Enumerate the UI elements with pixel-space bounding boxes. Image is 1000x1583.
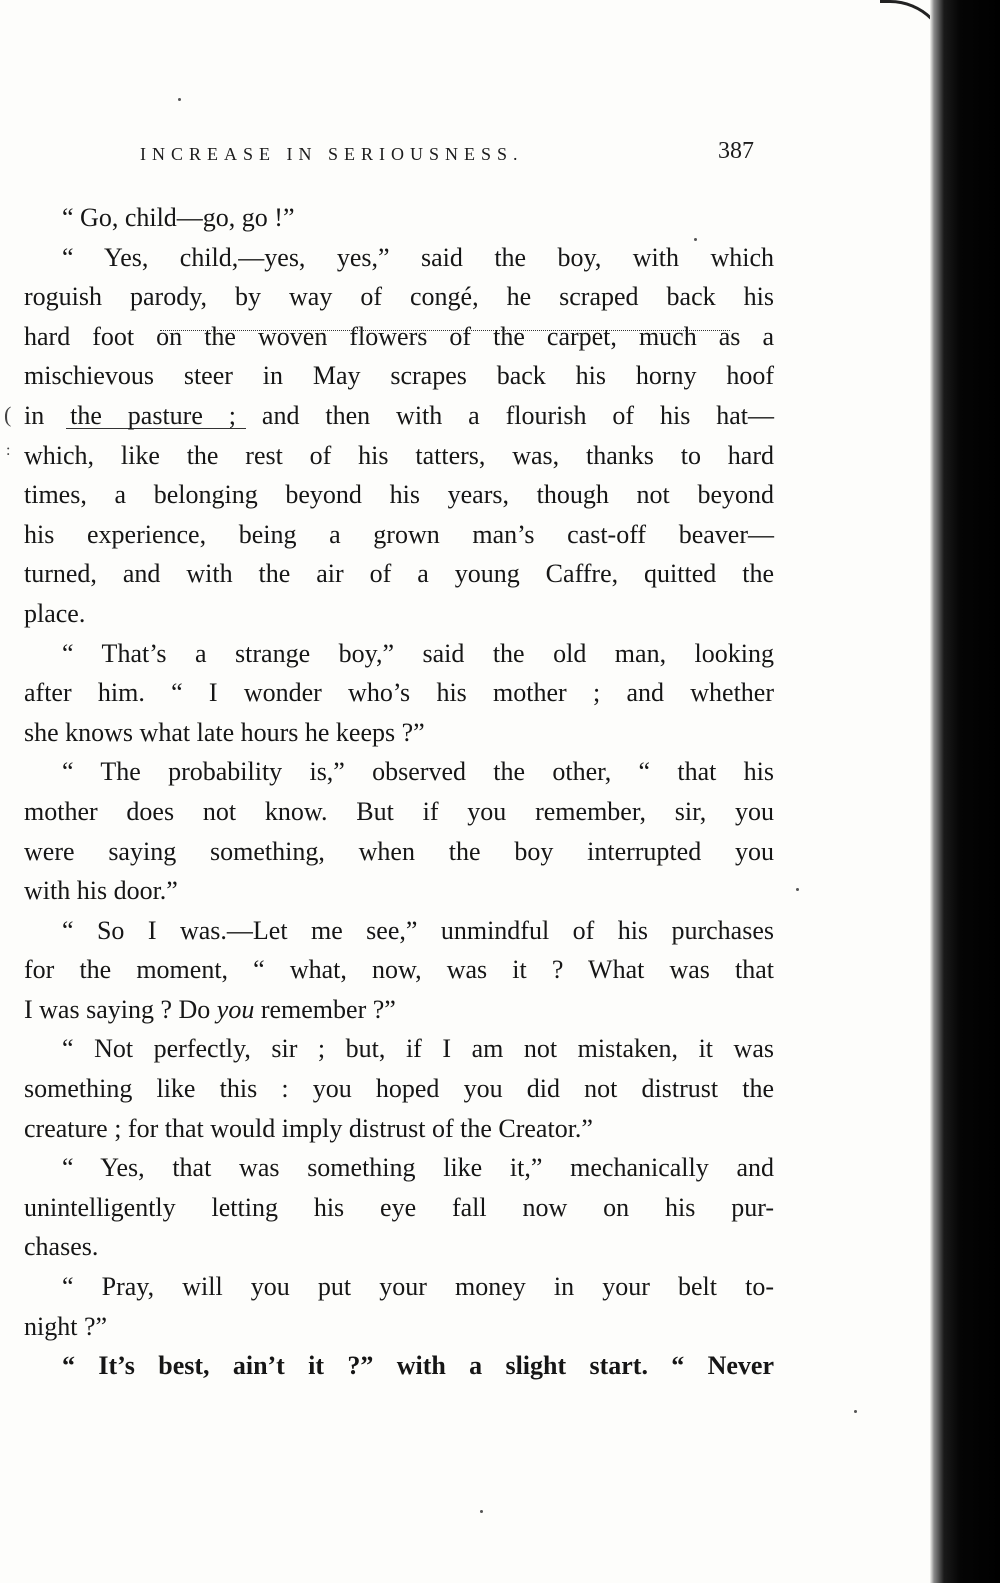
text-line: creature ; for that would imply distrust of the Creator.” (24, 1113, 593, 1143)
text-line: “ That’s a strange boy,” said the old man, looking (62, 638, 774, 668)
text-line: for the moment, “ what, now, was it ? What was that (24, 955, 774, 985)
scan-speck (480, 1510, 483, 1513)
scan-speck (854, 1410, 857, 1413)
text-line: “ Not perfectly, sir ; but, if I am not mistaken, it was (62, 1034, 774, 1064)
text-line: turned, and with the air of a young Caffre, quitted the (24, 559, 774, 589)
text-line: were saying something, when the boy interrupted you (24, 836, 774, 866)
text-line: hard foot on the woven flowers of the carpet, much as a (24, 321, 774, 351)
text-line: something like this : you hoped you did not distrust the (24, 1074, 774, 1104)
text-line: she knows what late hours he keeps ?” (24, 717, 425, 747)
scan-speck (178, 98, 181, 101)
text-line: roguish parody, by way of congé, he scraped back his (24, 282, 774, 312)
text-line: his experience, being a grown man’s cast-off beaver— (24, 519, 774, 549)
scan-speck (796, 888, 799, 891)
text-line: mischievous steer in May scrapes back his horny hoof (24, 361, 774, 391)
text-line: “ Pray, will you put your money in your belt to- (62, 1272, 774, 1302)
margin-bracket-mark: ( (4, 402, 12, 427)
page-edge-shadow (930, 0, 1000, 1583)
text-line: times, a belonging beyond his years, though not beyond (24, 480, 774, 510)
page-header (140, 138, 780, 172)
text-line: “ So I was.—Let me see,” unmindful of his purchases (62, 915, 774, 945)
body-text (24, 198, 774, 1386)
italic-emphasis: you (216, 994, 255, 1024)
text-line: “ The probability is,” observed the other, “ that his (62, 757, 774, 787)
running-head: INCREASE IN SERIOUSNESS. (140, 144, 524, 164)
text-line: night ?” (24, 1311, 108, 1341)
text-line: after him. “ I wonder who’s his mother ; and whether (24, 678, 774, 708)
text-line: I was saying ? Do you remember ?” (24, 994, 396, 1024)
text-line: “ Go, child—go, go !” (62, 203, 295, 232)
page-number: 387 (718, 138, 754, 164)
text-line: with his door.” (24, 876, 178, 906)
text-line: “ It’s best, ain’t it ?” with a slight start. “ Never (62, 1351, 774, 1381)
margin-dot-mark: : (6, 442, 11, 459)
text-line: unintelligently letting his eye fall now on his pur- (24, 1192, 774, 1222)
text-line: “ Yes, that was something like it,” mechanically and (62, 1153, 774, 1183)
text-line: place. (24, 598, 86, 628)
text-line: chases. (24, 1232, 99, 1262)
text-line: which, like the rest of his tatters, was, thanks to hard (24, 440, 774, 470)
text-line: “ Yes, child,—yes, yes,” said the boy, with which (62, 242, 774, 272)
text-line: in the pasture ; and then with a flourish of his hat— (24, 400, 774, 430)
text-line: mother does not know. But if you remember, sir, you (24, 796, 774, 826)
